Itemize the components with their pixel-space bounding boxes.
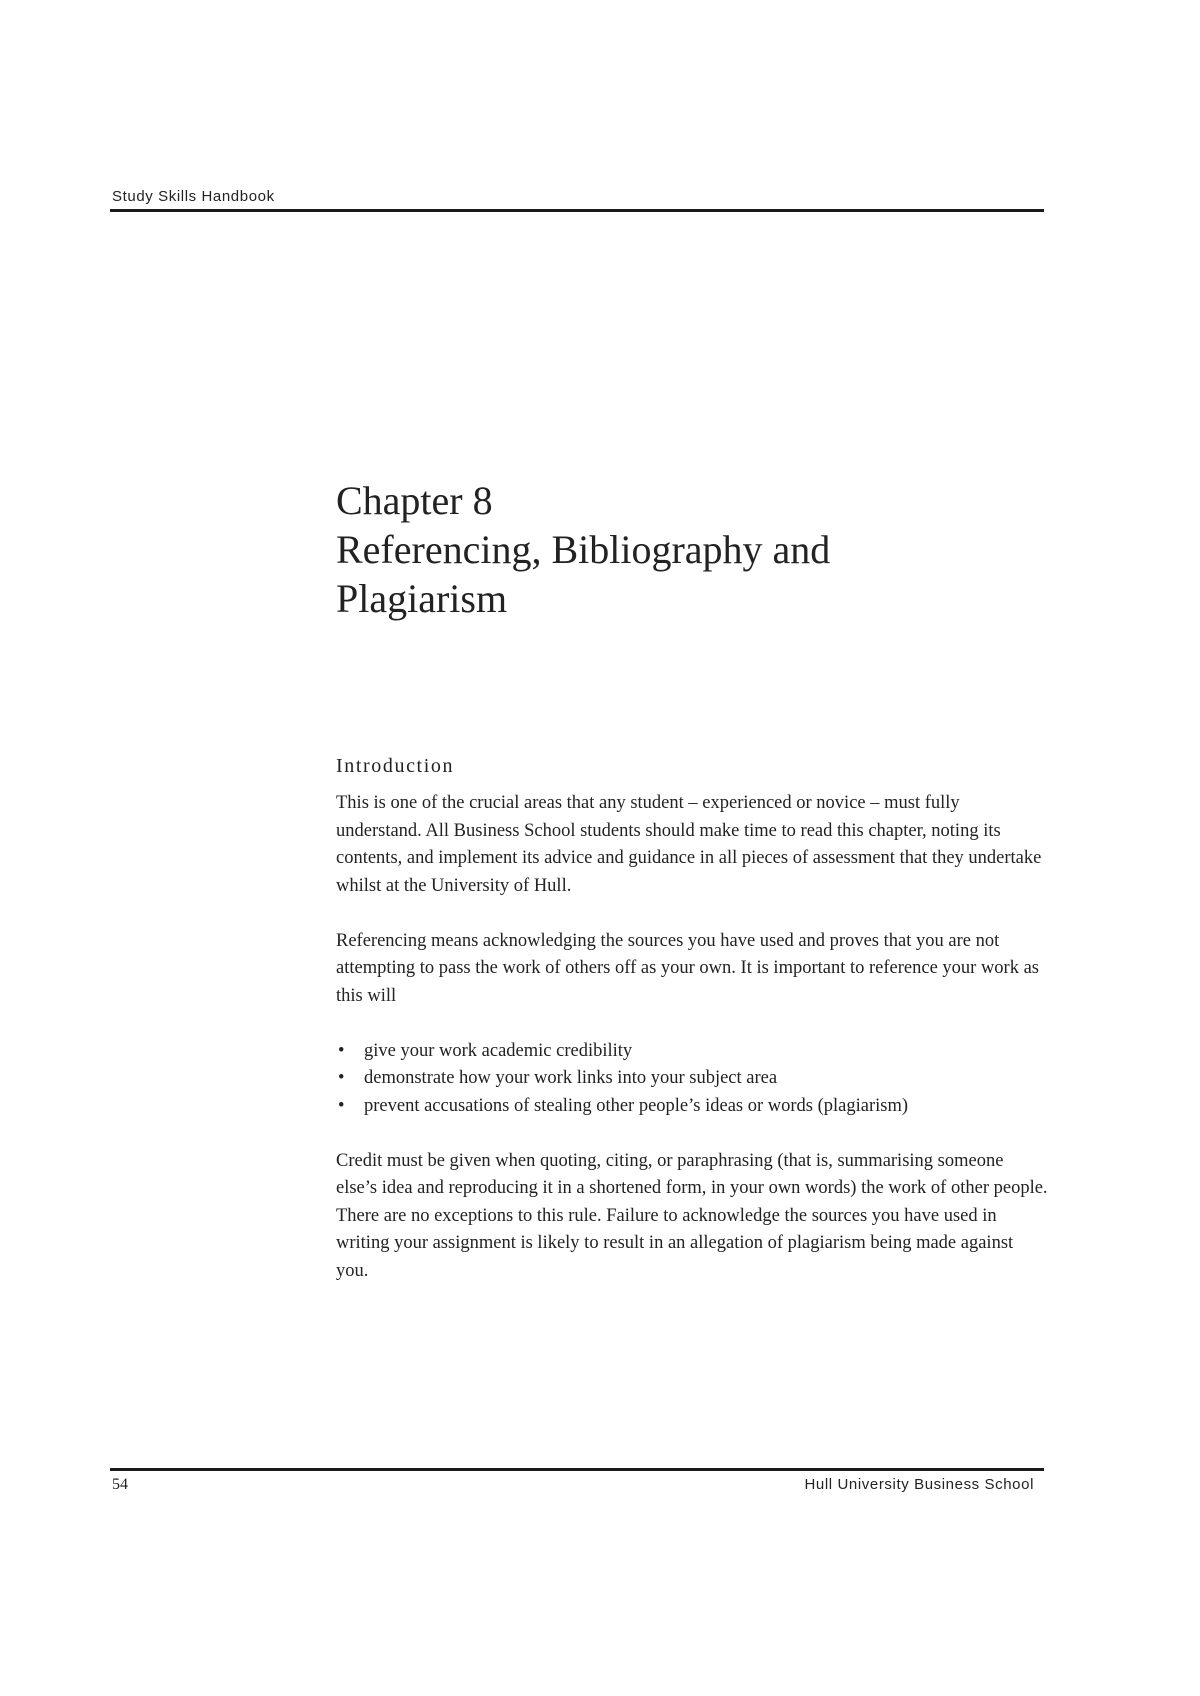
chapter-title: [336, 476, 830, 623]
running-header-title: Study Skills Handbook: [112, 188, 275, 205]
chapter-title-line-2: Plagiarism: [336, 576, 508, 621]
list-item-text: give your work academic credibility: [364, 1040, 633, 1061]
intro-paragraph-2: Referencing means acknowledging the sources you have used and proves that you are not attempting to pass the work of others off as your own. It is important to reference your work as this will: [336, 930, 1039, 1006]
footer-rule: [110, 1468, 1044, 1471]
header-rule: [110, 209, 1044, 212]
list-item: [336, 1065, 1048, 1093]
page-number: 54: [112, 1476, 128, 1493]
bullet-icon: •: [338, 1068, 345, 1088]
list-item: [336, 1093, 1048, 1121]
footer-organisation: Hull University Business School: [804, 1476, 1034, 1493]
list-item-text: demonstrate how your work links into your subject area: [364, 1068, 778, 1088]
chapter-number: Chapter 8: [336, 478, 493, 523]
bullet-icon: •: [338, 1095, 345, 1116]
section-heading-introduction: Introduction: [336, 755, 455, 777]
chapter-title-line-1: Referencing, Bibliography and: [336, 527, 831, 572]
list-item: [336, 1038, 1048, 1066]
bullet-list: [336, 1038, 1048, 1121]
list-item-text: prevent accusations of stealing other people’s ideas or words (plagiarism): [364, 1095, 909, 1116]
intro-paragraph-3: Credit must be given when quoting, citing, or paraphrasing (that is, summarising someone else’s idea and reproducing it in a shortened form, in your own words) the work of other people. There are no exceptions to this rule. Failure to acknowledge the sources you have used in writing your assignment is likely to result in an allegation of plagiarism being made against you.: [336, 1150, 1048, 1281]
intro-paragraph-1: This is one of the crucial areas that any student – experienced or novice – must fully understand. All Business School students should make time to read this chapter, noting its contents, and implement its advice and guidance in all pieces of assessment that they undertake whilst at the University of Hull.: [336, 793, 1042, 896]
bullet-icon: •: [338, 1040, 345, 1061]
chapter-body: [336, 752, 1048, 1313]
